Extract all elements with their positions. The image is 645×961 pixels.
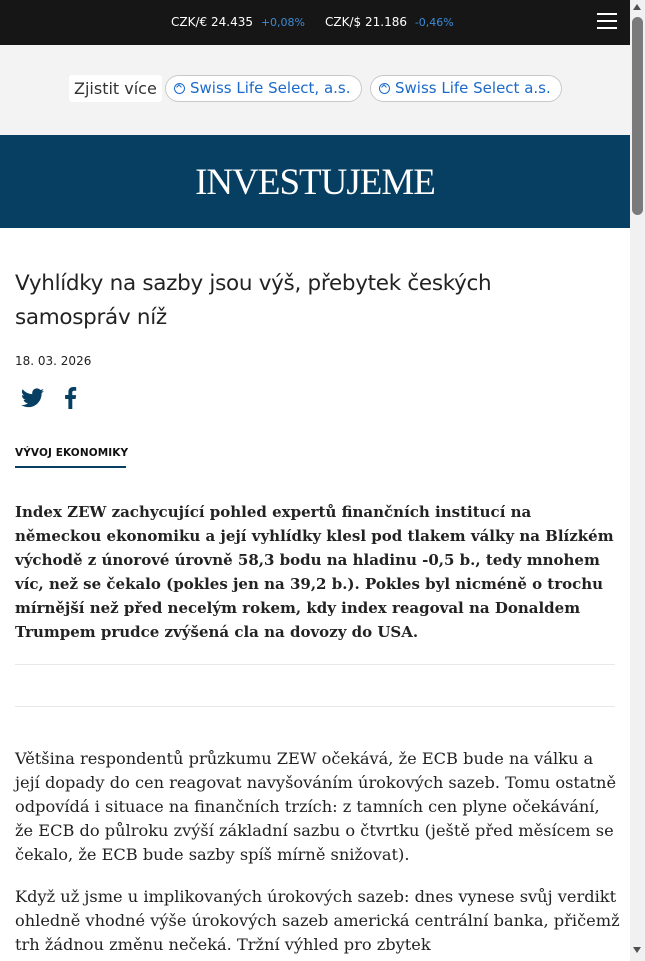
site-logo[interactable]: INVESTUJEME xyxy=(195,162,435,203)
sponsor-strip xyxy=(0,45,630,135)
sponsor-link-2-label: Swiss Life Select a.s. xyxy=(395,79,551,97)
hamburger-menu-icon[interactable] xyxy=(597,13,617,31)
sponsor-link-2[interactable] xyxy=(370,75,562,102)
scrollbar-thumb[interactable] xyxy=(632,17,643,215)
divider xyxy=(15,664,615,665)
sponsor-label: Zjistit více xyxy=(69,75,162,102)
article-perex: Index ZEW zachycující pohled expertů finančních institucí na německou ekonomiku a její vyhlídky klesl pod tlakem války na Blízkém východě z únorové úrovně 58,3 bodu na hladinu -0,5 b., tedy mnohem víc, než se čekalo (pokles jen na 39,2 b.). Pokles byl nicméně o trochu mírnější než před necelým rokem, kdy index reagoval na Donaldem Trumpem prudce zvýšená cla na dovozy do USA. xyxy=(15,503,614,641)
divider xyxy=(15,706,615,707)
article-title: Vyhlídky na sazby jsou výš, přebytek českých samospráv níž xyxy=(15,271,492,330)
ticker-eur-value: 24.435 xyxy=(210,15,253,29)
ticker-eur-pair: CZK/€ xyxy=(171,15,208,29)
category-underline xyxy=(15,466,126,468)
scroll-up-arrow-icon[interactable] xyxy=(633,4,641,10)
article-date: 18. 03. 2026 xyxy=(15,354,92,368)
sponsor-link-1-label: Swiss Life Select, a.s. xyxy=(190,79,351,97)
ticker-usd[interactable] xyxy=(325,15,454,29)
article-category[interactable]: VÝVOJ EKONOMIKY xyxy=(15,447,129,459)
ticker-usd-value: 21.186 xyxy=(364,15,407,29)
ticker-usd-pair: CZK/$ xyxy=(325,15,362,29)
twitter-icon[interactable] xyxy=(21,388,44,408)
currency-ticker-bar xyxy=(0,0,630,45)
article-paragraph: Většina respondentů průzkumu ZEW očekává, že ECB bude na válku a její dopady do cen reagovat navyšováním úrokových sazeb. Tomu ostatně odpovídá i situace na finančních trzích: z tamních cen plyne očekávání, že ECB do půlroku zvýší základní sazbu o čtvrtku (ještě před měsícem se čekalo, že ECB bude sazby spíš mírně snižovat). xyxy=(15,749,617,864)
ticker-usd-change: -0,46% xyxy=(414,16,454,29)
brand-banner xyxy=(0,135,630,228)
arrow-up-circle-icon xyxy=(174,83,185,94)
ticker-eur-change: +0,08% xyxy=(260,16,305,29)
sponsor-link-1[interactable] xyxy=(165,75,362,102)
article-paragraph: Když už jsme u implikovaných úrokových sazeb: dnes vynese svůj verdikt ohledně vhodné výše úrokových sazeb americká centrální banka, přičemž trh žádnou změnu nečeká. Tržní výhled pro zbytek xyxy=(15,887,620,954)
ticker-eur[interactable] xyxy=(171,15,305,29)
scroll-down-arrow-icon[interactable] xyxy=(633,947,641,953)
facebook-icon[interactable] xyxy=(64,387,77,409)
arrow-up-circle-icon xyxy=(379,83,390,94)
